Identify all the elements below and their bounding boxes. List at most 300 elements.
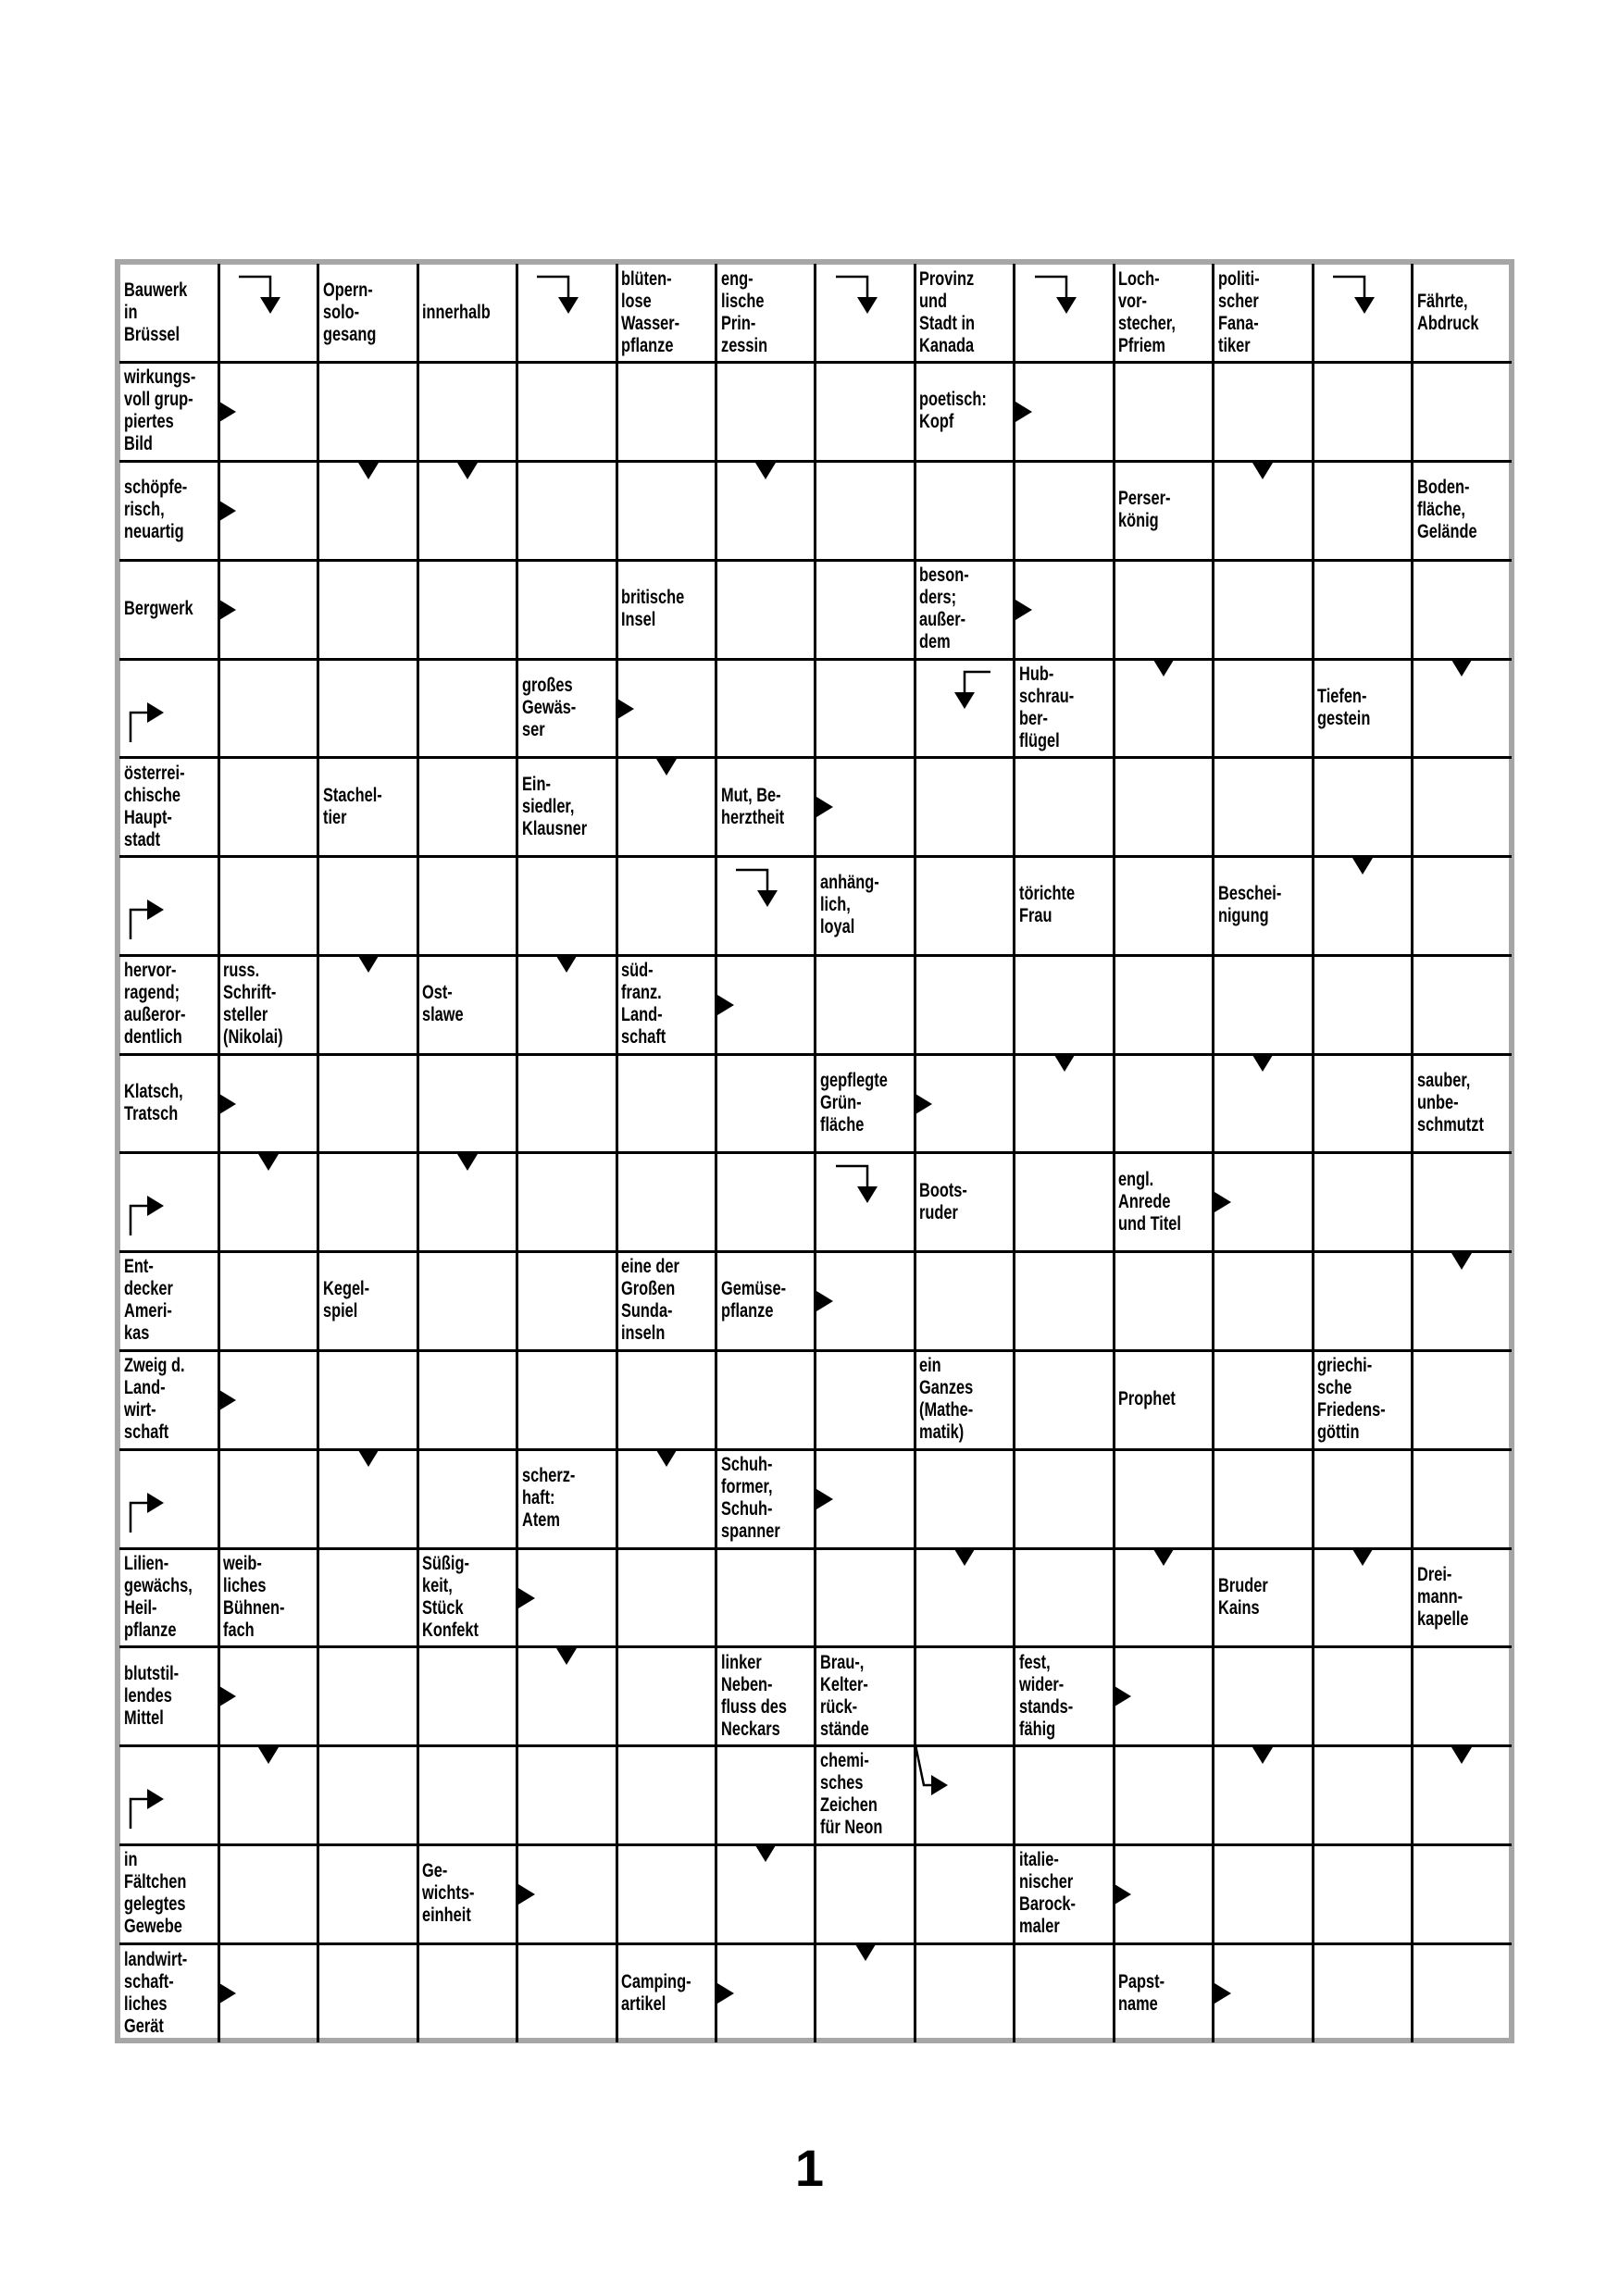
arrow-down-icon xyxy=(1451,1253,1472,1270)
clue-line: Boden- xyxy=(1416,477,1469,499)
answer-cell[interactable] xyxy=(1114,363,1214,463)
clue-line: Pfriem xyxy=(1118,334,1166,356)
clue-line: Provinz xyxy=(919,267,975,290)
answer-cell[interactable] xyxy=(417,560,518,660)
bent-arrow-down-icon xyxy=(729,866,784,912)
clue-cell xyxy=(1214,264,1314,364)
answer-cell[interactable] xyxy=(716,560,817,660)
answer-cell[interactable] xyxy=(1114,1252,1214,1352)
clue-line: außer- xyxy=(919,608,966,630)
answer-cell[interactable] xyxy=(318,363,419,463)
answer-cell[interactable] xyxy=(1313,1647,1414,1747)
clue-line: matik) xyxy=(919,1421,965,1444)
clue-line: Mut, Be- xyxy=(720,784,781,806)
arrow-right-icon xyxy=(816,1291,833,1311)
clue-cell xyxy=(417,1548,518,1648)
clue-text xyxy=(621,1254,719,1347)
clue-text xyxy=(1417,266,1516,359)
answer-cell[interactable] xyxy=(517,1351,618,1451)
answer-cell[interactable] xyxy=(1015,1943,1115,2042)
clue-cell xyxy=(119,1054,220,1154)
answer-cell[interactable] xyxy=(1015,955,1115,1055)
answer-cell[interactable] xyxy=(1015,758,1115,858)
clue-line: Kains xyxy=(1217,1596,1260,1619)
answer-cell[interactable] xyxy=(218,758,319,858)
clue-line: ein xyxy=(919,1355,942,1377)
clue-line: wirt- xyxy=(124,1399,156,1421)
answer-cell[interactable] xyxy=(616,1647,717,1747)
arrow-down-icon xyxy=(755,463,776,479)
answer-cell[interactable] xyxy=(1413,1943,1512,2042)
clue-text xyxy=(124,1056,222,1149)
arrow-right-icon xyxy=(219,1390,236,1410)
clue-line: Ent- xyxy=(124,1256,154,1278)
clue-cell xyxy=(119,1844,220,1944)
clue-line: lich, xyxy=(820,894,851,916)
clue-cell xyxy=(1114,1153,1214,1253)
clue-line: liches xyxy=(223,1574,267,1596)
answer-cell[interactable] xyxy=(517,462,618,562)
answer-cell[interactable] xyxy=(318,1746,419,1846)
clue-line: loyal xyxy=(820,916,855,938)
answer-cell[interactable] xyxy=(1413,955,1512,1055)
clue-cell xyxy=(915,560,1015,660)
arrow-right-icon xyxy=(219,402,236,422)
arrow-right-icon xyxy=(816,1489,833,1509)
answer-cell[interactable] xyxy=(716,1153,817,1253)
clue-line: könig xyxy=(1118,510,1159,532)
answer-cell[interactable] xyxy=(816,1844,916,1944)
answer-cell[interactable] xyxy=(816,1548,916,1648)
answer-cell[interactable] xyxy=(417,1746,518,1846)
clue-cell xyxy=(517,758,618,858)
clue-line: Ge- xyxy=(422,1860,448,1882)
answer-cell[interactable] xyxy=(716,1548,817,1648)
answer-cell[interactable] xyxy=(1015,1548,1115,1648)
answer-cell[interactable] xyxy=(1313,1943,1414,2042)
answer-cell[interactable] xyxy=(1114,1746,1214,1846)
answer-cell[interactable] xyxy=(915,1943,1015,2042)
answer-cell[interactable] xyxy=(1313,1153,1414,1253)
answer-cell[interactable] xyxy=(1413,560,1512,660)
clue-line: Kelter- xyxy=(820,1673,868,1695)
arrow-right-icon xyxy=(518,1588,535,1608)
answer-cell[interactable] xyxy=(1015,1351,1115,1451)
answer-cell[interactable] xyxy=(1214,1647,1314,1747)
clue-cell xyxy=(417,955,518,1055)
answer-cell[interactable] xyxy=(716,1054,817,1154)
clue-text xyxy=(1317,1353,1415,1446)
clue-line: fähig xyxy=(1018,1718,1055,1740)
bent-arrow-down-icon xyxy=(828,273,884,319)
answer-cell[interactable] xyxy=(1313,758,1414,858)
clue-cell xyxy=(318,758,419,858)
clue-text xyxy=(1118,1945,1216,2041)
clue-cell xyxy=(218,1548,319,1648)
clue-line: Papst- xyxy=(1118,1970,1165,1992)
clue-cell xyxy=(816,1054,916,1154)
answer-cell[interactable] xyxy=(915,1844,1015,1944)
answer-cell[interactable] xyxy=(1313,1844,1414,1944)
clue-text xyxy=(1417,1550,1516,1644)
clue-cell xyxy=(318,1252,419,1352)
bent-arrow-right-icon xyxy=(125,690,171,746)
clue-text xyxy=(1019,859,1117,952)
arrow-down-icon xyxy=(556,956,577,973)
answer-cell[interactable] xyxy=(1313,1746,1414,1846)
arrow-down-icon xyxy=(1153,660,1174,676)
answer-cell[interactable] xyxy=(1413,1449,1512,1549)
clue-line: einheit xyxy=(422,1905,472,1927)
arrow-down-icon xyxy=(358,956,379,973)
answer-cell[interactable] xyxy=(1214,1252,1314,1352)
clue-line: Tratsch xyxy=(124,1102,179,1124)
answer-cell[interactable] xyxy=(915,1252,1015,1352)
clue-text xyxy=(124,1649,222,1743)
clue-text xyxy=(124,464,222,557)
clue-line: gesang xyxy=(322,323,377,345)
answer-cell[interactable] xyxy=(1114,1054,1214,1154)
page-number: 1 xyxy=(794,2139,825,2197)
answer-cell[interactable] xyxy=(1114,1449,1214,1549)
clue-text xyxy=(522,661,620,754)
answer-cell[interactable] xyxy=(716,1351,817,1451)
clue-line: Ganzes xyxy=(919,1377,974,1399)
answer-cell[interactable] xyxy=(218,857,319,957)
clue-line: sche xyxy=(1317,1377,1352,1399)
answer-cell[interactable] xyxy=(816,955,916,1055)
answer-cell[interactable] xyxy=(1015,1153,1115,1253)
clue-line: sches xyxy=(820,1772,864,1794)
answer-cell[interactable] xyxy=(1413,857,1512,957)
clue-text xyxy=(1317,661,1415,754)
answer-cell[interactable] xyxy=(616,363,717,463)
answer-cell[interactable] xyxy=(417,363,518,463)
answer-cell[interactable] xyxy=(318,1153,419,1253)
answer-cell[interactable] xyxy=(1214,363,1314,463)
clue-line: Boots- xyxy=(919,1179,968,1201)
clue-line: unbe- xyxy=(1416,1091,1459,1113)
clue-text xyxy=(1118,266,1216,359)
answer-cell[interactable] xyxy=(1015,1449,1115,1549)
clue-line: Atem xyxy=(521,1508,560,1531)
clue-text xyxy=(621,562,719,655)
clue-text xyxy=(124,1254,222,1347)
clue-line: chische xyxy=(124,784,181,806)
clue-line: liches xyxy=(124,1992,168,2015)
clue-line: mann- xyxy=(1416,1585,1463,1607)
clue-text xyxy=(522,760,620,853)
clue-line: rück- xyxy=(820,1695,858,1718)
answer-cell[interactable] xyxy=(517,363,618,463)
clue-cell xyxy=(119,1943,220,2042)
answer-cell[interactable] xyxy=(816,560,916,660)
bent-arrow-right-icon xyxy=(125,1184,171,1239)
answer-cell[interactable] xyxy=(318,857,419,957)
clue-cell xyxy=(119,1351,220,1451)
clue-line: schaft xyxy=(124,1421,169,1444)
clue-line: göttin xyxy=(1317,1421,1360,1444)
answer-cell[interactable] xyxy=(417,758,518,858)
clue-line: Heil- xyxy=(124,1596,157,1619)
clue-line: poetisch: xyxy=(919,389,988,411)
answer-cell[interactable] xyxy=(517,1054,618,1154)
clue-text xyxy=(820,1748,918,1842)
answer-cell[interactable] xyxy=(915,1647,1015,1747)
clue-line: Brau-, xyxy=(820,1651,865,1673)
clue-text xyxy=(1019,661,1117,754)
clue-line: Barock- xyxy=(1018,1893,1076,1916)
clue-cell xyxy=(616,264,717,364)
clue-line: blüten- xyxy=(621,267,672,290)
clue-line: Zweig d. xyxy=(124,1355,185,1377)
arrow-right-icon xyxy=(1214,1192,1231,1212)
clue-line: schrau- xyxy=(1018,685,1075,707)
answer-cell[interactable] xyxy=(318,1054,419,1154)
clue-text xyxy=(721,266,819,359)
answer-cell[interactable] xyxy=(1413,1153,1512,1253)
answer-cell[interactable] xyxy=(1413,1647,1512,1747)
arrow-down-icon xyxy=(755,1845,776,1862)
clue-line: vor- xyxy=(1118,290,1148,312)
clue-cell xyxy=(716,264,817,364)
answer-cell[interactable] xyxy=(417,1449,518,1549)
clue-line: Fältchen xyxy=(124,1871,187,1893)
clue-line: Land- xyxy=(621,1004,663,1026)
answer-cell[interactable] xyxy=(1015,1746,1115,1846)
answer-cell[interactable] xyxy=(318,1844,419,1944)
clue-line: maler xyxy=(1018,1916,1060,1938)
clue-line: risch, xyxy=(124,499,165,521)
answer-cell[interactable] xyxy=(616,1548,717,1648)
answer-cell[interactable] xyxy=(716,659,817,759)
clue-cell xyxy=(517,659,618,759)
answer-cell[interactable] xyxy=(1413,758,1512,858)
clue-cell xyxy=(616,1252,717,1352)
clue-text xyxy=(323,266,421,359)
answer-cell[interactable] xyxy=(218,1252,319,1352)
answer-cell[interactable] xyxy=(1413,1351,1512,1451)
answer-cell[interactable] xyxy=(417,1054,518,1154)
answer-cell[interactable] xyxy=(417,857,518,957)
clue-text xyxy=(223,957,321,1050)
answer-cell[interactable] xyxy=(716,363,817,463)
clue-line: Insel xyxy=(621,608,656,630)
clue-line: decker xyxy=(124,1278,173,1300)
answer-cell[interactable] xyxy=(816,462,916,562)
clue-line: franz. xyxy=(621,982,662,1004)
clue-line: kapelle xyxy=(1416,1607,1469,1630)
clue-line: fläche, xyxy=(1416,499,1465,521)
answer-cell[interactable] xyxy=(517,857,618,957)
answer-cell[interactable] xyxy=(616,1351,717,1451)
clue-line: inseln xyxy=(621,1322,666,1345)
clue-text xyxy=(124,1846,222,1940)
answer-cell[interactable] xyxy=(616,462,717,562)
answer-cell[interactable] xyxy=(1313,363,1414,463)
arrow-down-icon xyxy=(358,1450,379,1467)
clue-text xyxy=(621,957,719,1050)
clue-line: britische xyxy=(621,586,685,608)
answer-cell[interactable] xyxy=(318,659,419,759)
clue-line: Stachel- xyxy=(322,784,382,806)
clue-text xyxy=(1417,464,1516,557)
answer-cell[interactable] xyxy=(915,1449,1015,1549)
answer-cell[interactable] xyxy=(318,1647,419,1747)
answer-cell[interactable] xyxy=(1313,462,1414,562)
answer-cell[interactable] xyxy=(1413,1844,1512,1944)
clue-line: keit, xyxy=(422,1574,454,1596)
arrow-right-icon xyxy=(1015,600,1032,620)
arrow-down-icon xyxy=(556,1648,577,1665)
arrow-down-icon xyxy=(1153,1549,1174,1566)
clue-cell xyxy=(1114,1351,1214,1451)
clue-cell xyxy=(1214,1548,1314,1648)
answer-cell[interactable] xyxy=(1313,1252,1414,1352)
answer-cell[interactable] xyxy=(417,1252,518,1352)
answer-cell[interactable] xyxy=(1015,1252,1115,1352)
answer-cell[interactable] xyxy=(616,857,717,957)
clue-line: und Titel xyxy=(1118,1212,1182,1235)
clue-line: Gerät xyxy=(124,2015,164,2037)
arrow-right-icon xyxy=(1115,1884,1131,1905)
clue-text xyxy=(124,1945,222,2041)
clue-line: Fährte, xyxy=(1416,290,1468,312)
answer-cell[interactable] xyxy=(1214,1351,1314,1451)
answer-cell[interactable] xyxy=(1313,955,1414,1055)
clue-line: stände xyxy=(820,1718,869,1740)
answer-cell[interactable] xyxy=(1413,363,1512,463)
clue-line: Schuh- xyxy=(720,1497,773,1520)
answer-cell[interactable] xyxy=(218,659,319,759)
answer-cell[interactable] xyxy=(417,1943,518,2042)
answer-cell[interactable] xyxy=(1313,560,1414,660)
clue-line: griechi- xyxy=(1317,1355,1373,1377)
arrow-right-icon xyxy=(717,995,734,1015)
answer-cell[interactable] xyxy=(1214,758,1314,858)
clue-line: Schuh- xyxy=(720,1453,773,1475)
clue-text xyxy=(919,1155,1017,1248)
answer-cell[interactable] xyxy=(1313,1054,1414,1154)
arrow-down-icon xyxy=(656,1450,677,1467)
answer-cell[interactable] xyxy=(517,560,618,660)
clue-line: Grün- xyxy=(820,1091,862,1113)
answer-cell[interactable] xyxy=(1114,955,1214,1055)
answer-cell[interactable] xyxy=(417,1351,518,1451)
answer-cell[interactable] xyxy=(716,1746,817,1846)
answer-cell[interactable] xyxy=(318,1943,419,2042)
clue-cell xyxy=(119,1548,220,1648)
arrow-down-icon xyxy=(954,1549,975,1566)
answer-cell[interactable] xyxy=(1114,560,1214,660)
bent-arrow-right-icon xyxy=(125,887,171,943)
answer-cell[interactable] xyxy=(1214,1844,1314,1944)
answer-cell[interactable] xyxy=(1214,955,1314,1055)
answer-cell[interactable] xyxy=(218,1449,319,1549)
clue-line: Gemüse- xyxy=(720,1278,786,1300)
clue-cell xyxy=(915,363,1015,463)
answer-cell[interactable] xyxy=(1114,758,1214,858)
answer-cell[interactable] xyxy=(915,462,1015,562)
clue-line: Stadt in xyxy=(919,312,976,334)
answer-cell[interactable] xyxy=(1114,857,1214,957)
answer-cell[interactable] xyxy=(1214,560,1314,660)
clue-line: piertes xyxy=(124,411,174,433)
clue-cell xyxy=(119,560,220,660)
clue-line: schmutzt xyxy=(1416,1113,1484,1136)
bent-arrow-down-icon xyxy=(1027,273,1083,319)
clue-line: (Mathe- xyxy=(919,1399,974,1421)
clue-line: sauber, xyxy=(1416,1069,1470,1091)
answer-cell[interactable] xyxy=(517,1153,618,1253)
answer-cell[interactable] xyxy=(1015,462,1115,562)
arrow-right-icon xyxy=(219,501,236,521)
answer-cell[interactable] xyxy=(616,1844,717,1944)
clue-line: politi- xyxy=(1217,267,1260,290)
clue-line: tiker xyxy=(1217,334,1251,356)
answer-cell[interactable] xyxy=(218,1844,319,1944)
arrow-down-icon xyxy=(457,1154,478,1171)
bent-arrow-right-icon xyxy=(125,1777,171,1832)
clue-line: ber- xyxy=(1018,707,1048,729)
clue-cell xyxy=(1313,659,1414,759)
answer-cell[interactable] xyxy=(1214,659,1314,759)
answer-cell[interactable] xyxy=(816,659,916,759)
answer-cell[interactable] xyxy=(915,758,1015,858)
clue-line: Neckars xyxy=(720,1718,780,1740)
clue-cell xyxy=(716,1647,817,1747)
answer-cell[interactable] xyxy=(816,363,916,463)
answer-cell[interactable] xyxy=(915,955,1015,1055)
answer-cell[interactable] xyxy=(417,659,518,759)
clue-line: wider- xyxy=(1018,1673,1065,1695)
answer-cell[interactable] xyxy=(915,857,1015,957)
clue-text xyxy=(323,1254,421,1347)
clue-line: fläche xyxy=(820,1113,865,1136)
arrow-down-icon xyxy=(258,1747,279,1764)
clue-line: russ. xyxy=(223,960,260,982)
clue-line: pflanze xyxy=(124,1619,177,1641)
answer-cell[interactable] xyxy=(517,1252,618,1352)
clue-line: Fana- xyxy=(1217,312,1259,334)
answer-cell[interactable] xyxy=(517,1943,618,2042)
answer-cell[interactable] xyxy=(318,1351,419,1451)
clue-cell xyxy=(1114,1943,1214,2042)
answer-cell[interactable] xyxy=(318,560,419,660)
answer-cell[interactable] xyxy=(1313,1449,1414,1549)
answer-cell[interactable] xyxy=(517,1746,618,1846)
clue-cell xyxy=(119,758,220,858)
clue-line: Camping- xyxy=(621,1970,691,1992)
clue-line: Kopf xyxy=(919,411,954,433)
answer-cell[interactable] xyxy=(318,1548,419,1648)
clue-line: gepflegte xyxy=(820,1069,888,1091)
answer-cell[interactable] xyxy=(816,1351,916,1451)
clue-line: wirkungs- xyxy=(124,366,196,389)
clue-text xyxy=(919,562,1017,655)
clue-text xyxy=(820,1056,918,1149)
answer-cell[interactable] xyxy=(616,1746,717,1846)
clue-line: gestein xyxy=(1317,707,1371,729)
answer-cell[interactable] xyxy=(616,1054,717,1154)
answer-cell[interactable] xyxy=(616,1153,717,1253)
answer-cell[interactable] xyxy=(1214,1449,1314,1549)
answer-cell[interactable] xyxy=(417,1647,518,1747)
clue-text xyxy=(1118,1155,1216,1248)
bent-arrow-right-icon xyxy=(125,1481,171,1536)
clue-line: Haupt- xyxy=(124,806,172,828)
clue-line: Beschei- xyxy=(1217,883,1281,905)
